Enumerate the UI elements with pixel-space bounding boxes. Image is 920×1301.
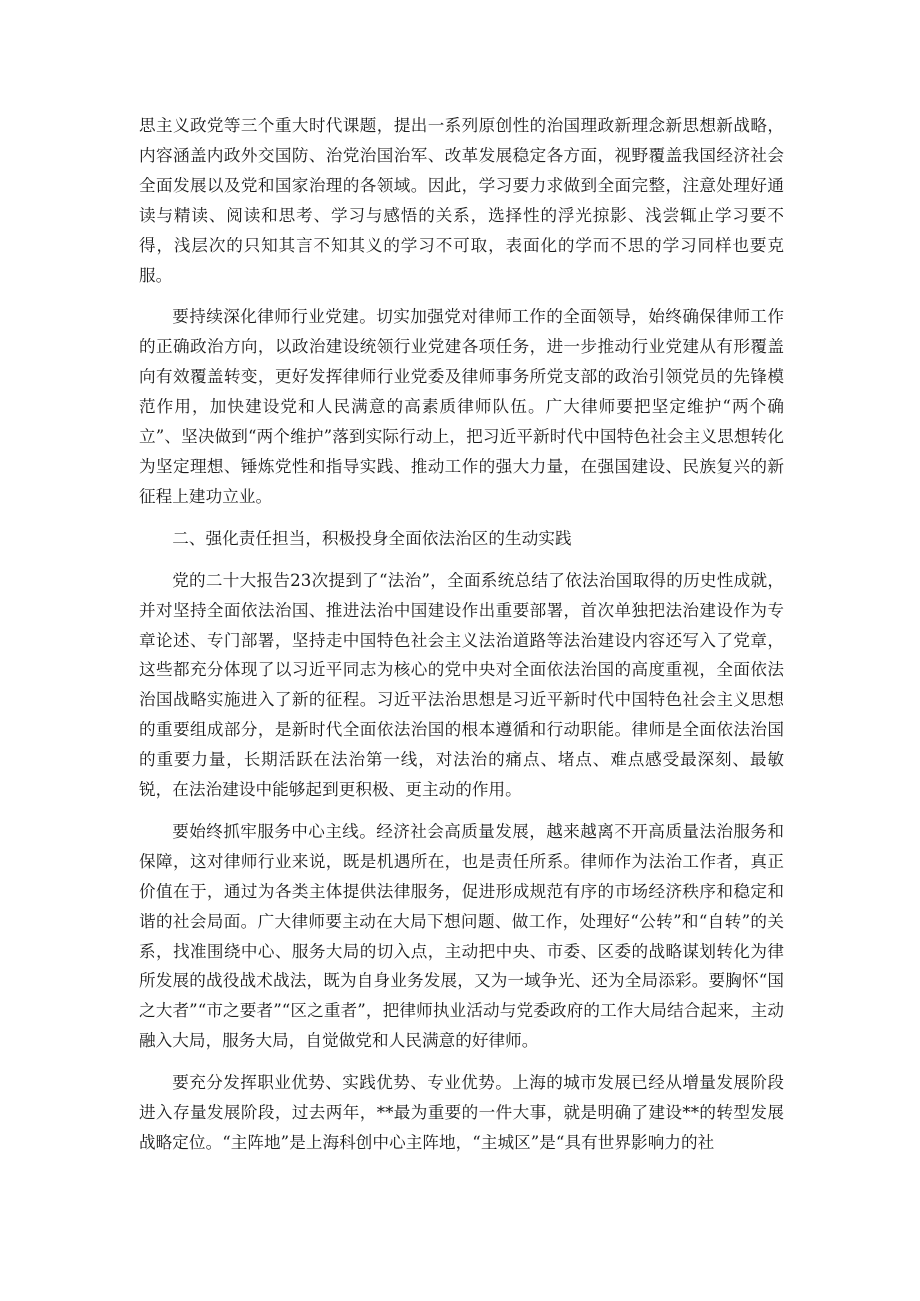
document-body xyxy=(139,111,784,1170)
paragraph-continuation: 思主义政党等三个重大时代课题，提出一系列原创性的治国理政新理念新思想新战略，内容涵盖内政外交国防、治党治国治军、改革发展稳定各方面，视野覆盖我国经济社会全面发展以及党和国家治理的各领域。因此，学习要力求做到全面完整，注意处理好通读与精读、阅读和思考、学习与感悟的关系，选择性的浮光掠影、浅尝辄止学习要不得，浅层次的只知其言不知其义的学习不可取，表面化的学而不思的学习同样也要克服。 xyxy=(139,116,784,285)
paragraph-advantages: 要充分发挥职业优势、实践优势、专业优势。上海的城市发展已经从增量发展阶段进入存量发展阶段，过去两年，**最为重要的一件大事，就是明确了建设**的转型发展战略定位。“主阵地”是上海科创中心主阵地，“主城区”是“具有世界影响力的社 xyxy=(139,1073,784,1152)
section-heading: 二、强化责任担当，积极投身全面依法治区的生动实践 xyxy=(172,528,572,548)
paragraph-rule-of-law: 党的二十大报告23次提到了“法治”，全面系统总结了依法治国取得的历史性成就，并对坚持全面依法治国、推进法治中国建设作出重要部署，首次单独把法治建设作为专章论述、专门部署，坚持走中国特色社会主义法治道路等法治建设内容还写入了党章，这些都充分体现了以习近平同志为核心的党中央对全面依法治国的高度重视，全面依法治国战略实施进入了新的征程。习近平法治思想是习近平新时代中国特色社会主义思想的重要组成部分，是新时代全面依法治国的根本遵循和行动职能。律师是全面依法治国的重要力量，长期活跃在法治第一线，对法治的痛点、堵点、难点感受最深刻、最敏锐，在法治建设中能够起到更积极、更主动的作用。 xyxy=(139,570,784,800)
paragraph-serve-center: 要始终抓牢服务中心主线。经济社会高质量发展，越来越离不开高质量法治服务和保障，这对律师行业来说，既是机遇所在，也是责任所系。律师作为法治工作者，真正价值在于，通过为各类主体提供法律服务，促进形成规范有序的市场经济秩序和稳定和谐的社会局面。广大律师要主动在大局下想问题、做工作，处理好“公转”和“自转”的关系，找准围绕中心、服务大局的切入点，主动把中央、市委、区委的战略谋划转化为律所发展的战役战术战法，既为自身业务发展，又为一域争光、还为全局添彩。要胸怀“国之大者”“市之要者”“区之重者”，把律师执业活动与党委政府的工作大局结合起来，主动融入大局，服务大局，自觉做党和人民满意的好律师。 xyxy=(139,821,784,1051)
paragraph-party-building: 要持续深化律师行业党建。切实加强党对律师工作的全面领导，始终确保律师工作的正确政治方向，以政治建设统领行业党建各项任务，进一步推动行业党建从有形覆盖向有效覆盖转变，更好发挥律师行业党委及律师事务所党支部的政治引领党员的先锋模范作用，加快建设党和人民满意的高素质律师队伍。广大律师要把坚定维护“两个确立”、坚决做到“两个维护”落到实际行动上，把习近平新时代中国特色社会主义思想转化为坚定理想、锤炼党性和指导实践、推动工作的强大力量，在强国建设、民族复兴的新征程上建功立业。 xyxy=(139,307,784,506)
